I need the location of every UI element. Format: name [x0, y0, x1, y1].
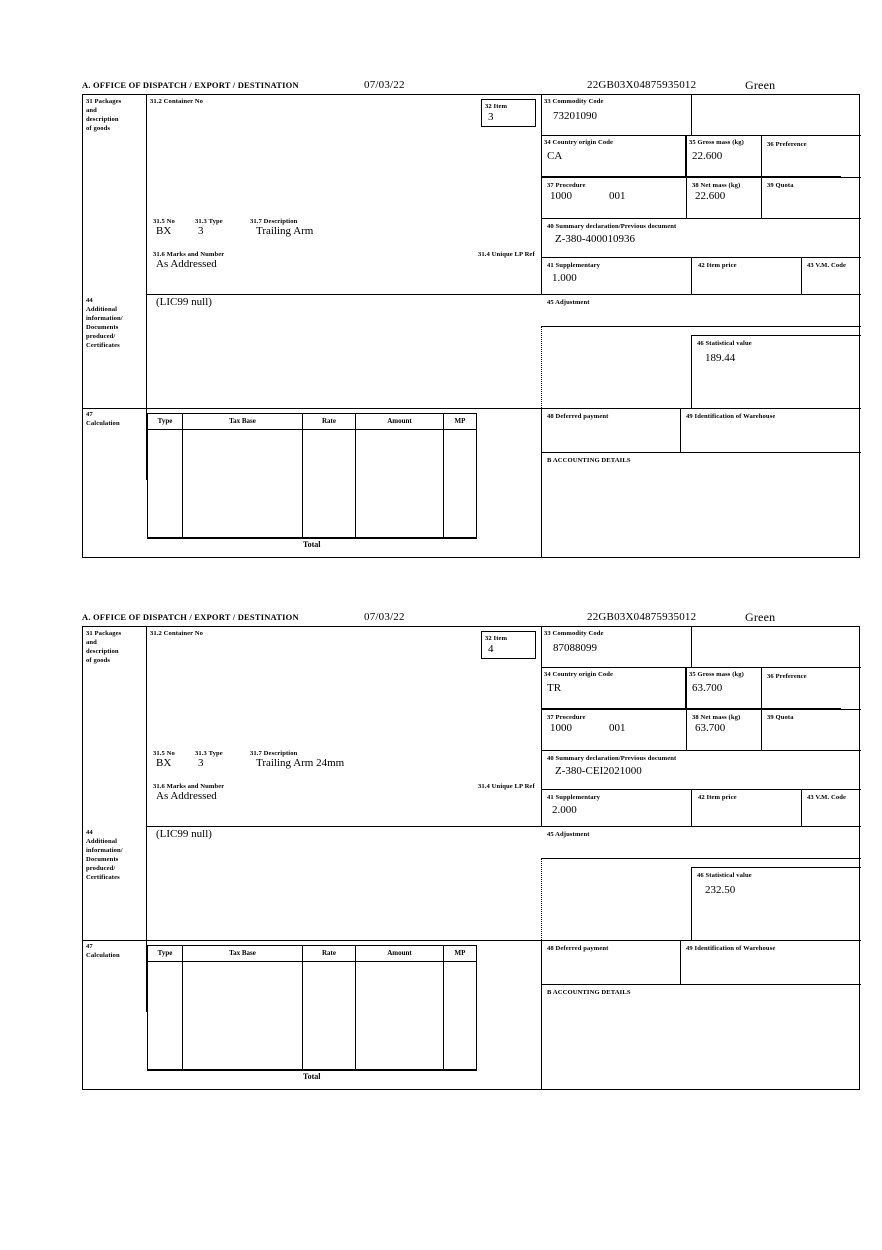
declaration-date: 07/03/22 — [364, 79, 405, 91]
package-type-label: 31.3 Type — [195, 218, 223, 225]
quota-label-2: 39 Quota — [767, 714, 794, 721]
packages-label-line1-2: 31 Packages — [86, 630, 122, 637]
calc-col-mp-2 — [444, 945, 477, 1070]
statistical-value-label-2: 46 Statistical value — [697, 872, 752, 879]
packages-label-line1: 31 Packages — [86, 98, 122, 105]
summary-declaration-label: 40 Summary declaration/Previous document — [547, 223, 677, 230]
summary-declaration-value: Z-380-400010936 — [555, 233, 636, 245]
calc-mp-header-2: MP — [454, 949, 466, 957]
calc-col-rate — [303, 413, 356, 538]
preference-label: 36 Preference — [767, 141, 807, 148]
divider-gross-preference-2 — [761, 668, 762, 709]
divider-below-adjustment-2 — [541, 858, 861, 859]
additional-info-value: (LIC99 null) — [156, 296, 212, 308]
divider-gross-preference — [761, 136, 762, 177]
packages-label-cell — [83, 95, 146, 294]
divider-48-49-2 — [680, 940, 681, 984]
divider-procedure-net — [686, 177, 687, 218]
commodity-code-label-2: 33 Commodity Code — [544, 630, 604, 637]
marks-number-label-2: 31.6 Marks and Number — [153, 783, 225, 790]
mrn-number: 22GB03X04875935012 — [587, 79, 697, 91]
packages-label-line3: description — [86, 116, 119, 123]
supplementary-value-2: 2.000 — [552, 804, 577, 816]
divider-below-procedure — [541, 218, 861, 219]
supplementary-label-2: 41 Supplementary — [547, 794, 601, 801]
package-type-value-2: 3 — [198, 757, 204, 769]
vm-code-label-2: 43 V.M. Code — [807, 794, 847, 801]
divider-stat-top-2 — [691, 867, 861, 868]
additional-info-label-cell-2 — [83, 826, 146, 940]
calc-bottom-rule — [147, 538, 477, 539]
commodity-code-value: 73201090 — [553, 110, 597, 122]
additional-info-label-cell — [83, 294, 146, 408]
packages-label-line4: of goods — [86, 125, 111, 132]
office-of-dispatch-label: A. OFFICE OF DISPATCH / EXPORT / DESTINATION — [82, 80, 299, 90]
calc-col-taxbase — [183, 413, 303, 538]
calc-col-type — [147, 413, 183, 538]
packages-label-line2-2: and — [86, 639, 97, 646]
additional-label-line2-2: Additional — [86, 838, 118, 845]
procedure-value-2: 001 — [609, 190, 626, 202]
divider-below-procedure-2 — [541, 750, 861, 751]
item-number-value: 3 — [488, 111, 494, 123]
container-no-label-2: 31.2 Container No — [150, 630, 204, 637]
net-mass-value-2: 63.700 — [695, 722, 726, 734]
divider-below-48 — [541, 452, 861, 453]
unique-lp-ref-label: 31.4 Unique LP Ref — [478, 251, 535, 258]
package-no-value: BX — [156, 225, 172, 237]
statistical-value-value-2: 232.50 — [705, 884, 736, 896]
divider-below-packages — [146, 294, 861, 295]
marks-number-label: 31.6 Marks and Number — [153, 251, 225, 258]
additional-label-line2: Additional — [86, 306, 118, 313]
calc-col-amount — [356, 413, 444, 538]
country-origin-box-2 — [541, 668, 686, 709]
divider-net-quota — [761, 177, 762, 218]
commodity-code-label: 33 Commodity Code — [544, 98, 604, 105]
dotted-divider-2 — [541, 858, 542, 940]
package-no-label-2: 31.5 No — [153, 750, 175, 757]
preference-label-2: 36 Preference — [767, 673, 807, 680]
packages-label-line4-2: of goods — [86, 657, 111, 664]
statistical-value-label: 46 Statistical value — [697, 340, 752, 347]
divider-48-49 — [680, 408, 681, 452]
divider-below-summary — [541, 257, 861, 258]
office-of-dispatch-label-2: A. OFFICE OF DISPATCH / EXPORT / DESTINATION — [82, 612, 299, 622]
deferred-payment-label: 48 Deferred payment — [547, 413, 609, 420]
package-description-label: 31.7 Description — [250, 218, 298, 225]
additional-label-line1-2: 44 — [86, 829, 93, 836]
identification-warehouse-label-2: 49 Identification of Warehouse — [686, 945, 776, 952]
divider-supp-price — [691, 257, 692, 294]
item-price-label-2: 42 Item price — [698, 794, 737, 801]
divider-stat-value — [691, 335, 692, 408]
commodity-code-value-2: 87088099 — [553, 642, 597, 654]
divider-net-quota-2 — [761, 709, 762, 750]
commodity-box-tick — [691, 95, 692, 136]
supplementary-value: 1.000 — [552, 272, 577, 284]
item-number-label-2: 32 Item — [485, 635, 508, 642]
additional-info-value-2: (LIC99 null) — [156, 828, 212, 840]
package-description-label-2: 31.7 Description — [250, 750, 298, 757]
dotted-divider — [541, 326, 542, 408]
procedure-value-1-2: 1000 — [550, 722, 572, 734]
country-origin-label: 34 Country origin Code — [544, 139, 614, 146]
calc-col-mp — [444, 413, 477, 538]
divider-below-adjustment — [541, 326, 861, 327]
gross-mass-value: 22.600 — [692, 150, 723, 162]
packages-label-line3-2: description — [86, 648, 119, 655]
commodity-code-box — [541, 95, 861, 136]
form-frame-2 — [82, 626, 860, 1090]
country-origin-box — [541, 136, 686, 177]
item-number-value-2: 4 — [488, 643, 494, 655]
divider-procedure-net-2 — [686, 709, 687, 750]
divider-origin-gross — [686, 136, 687, 177]
mrn-number-2: 22GB03X04875935012 — [587, 611, 697, 623]
calc-col-amount-2 — [356, 945, 444, 1070]
divider-below-48-2 — [541, 984, 861, 985]
marks-number-value-2: As Addressed — [156, 790, 217, 802]
calc-mp-header: MP — [454, 417, 466, 425]
divider-price-vm-2 — [801, 789, 802, 826]
divider-supp-price-2 — [691, 789, 692, 826]
lane-status-2: Green — [745, 610, 776, 624]
calc-type-header-2: Type — [157, 949, 173, 957]
commodity-box-tick-2 — [691, 627, 692, 668]
divider-above-calculation — [83, 408, 861, 409]
package-description-value: Trailing Arm — [256, 225, 314, 237]
unique-lp-ref-label-2: 31.4 Unique LP Ref — [478, 783, 535, 790]
customs-declaration-form-1 — [82, 78, 860, 549]
divider-calc-right-2 — [541, 940, 542, 1090]
calculation-label-cell-2 — [83, 940, 146, 1090]
divider-below-summary-2 — [541, 789, 861, 790]
form-header — [82, 78, 860, 94]
additional-label-line1: 44 — [86, 297, 93, 304]
net-mass-value: 22.600 — [695, 190, 726, 202]
additional-label-line3: information/ — [86, 315, 123, 322]
marks-number-value: As Addressed — [156, 258, 217, 270]
calc-type-header: Type — [157, 417, 173, 425]
procedure-value-1: 1000 — [550, 190, 572, 202]
calc-col-type-2 — [147, 945, 183, 1070]
divider-origin-gross-2 — [686, 668, 687, 709]
divider-calc-right — [541, 408, 542, 558]
preference-spacer — [841, 136, 861, 177]
calc-total-label-2: Total — [303, 1072, 321, 1081]
packages-label-line2: and — [86, 107, 97, 114]
additional-label-line4-2: Documents — [86, 856, 119, 863]
item-number-label: 32 Item — [485, 103, 508, 110]
gross-mass-label: 35 Gross mass (kg) — [689, 139, 744, 146]
package-type-label-2: 31.3 Type — [195, 750, 223, 757]
additional-label-line5-2: produced/ — [86, 865, 116, 872]
deferred-payment-label-2: 48 Deferred payment — [547, 945, 609, 952]
country-origin-value-2: TR — [547, 682, 562, 694]
accounting-details-label-2: B ACCOUNTING DETAILS — [547, 989, 631, 996]
packages-label-cell-2 — [83, 627, 146, 826]
calculation-label-line2-2: Calculation — [86, 952, 120, 959]
identification-warehouse-label: 49 Identification of Warehouse — [686, 413, 776, 420]
adjustment-label-2: 45 Adjustment — [547, 831, 590, 838]
declaration-date-2: 07/03/22 — [364, 611, 405, 623]
summary-declaration-label-2: 40 Summary declaration/Previous document — [547, 755, 677, 762]
package-type-value: 3 — [198, 225, 204, 237]
calc-col-rate-2 — [303, 945, 356, 1070]
calc-rate-header-2: Rate — [322, 949, 336, 957]
form-frame — [82, 94, 860, 558]
additional-label-line5: produced/ — [86, 333, 116, 340]
additional-label-line6: Certificates — [86, 342, 120, 349]
procedure-label-2: 37 Procedure — [547, 714, 586, 721]
form-header-2 — [82, 610, 860, 626]
commodity-code-box-2 — [541, 627, 861, 668]
statistical-value-value: 189.44 — [705, 352, 736, 364]
item-number-box — [481, 99, 536, 127]
calculation-label-line1-2: 47 — [86, 943, 93, 950]
lane-status: Green — [745, 78, 776, 92]
additional-label-line4: Documents — [86, 324, 119, 331]
net-mass-label-2: 38 Net mass (kg) — [692, 714, 741, 721]
summary-declaration-value-2: Z-380-CEI2021000 — [555, 765, 642, 777]
calc-amount-header-2: Amount — [387, 949, 412, 957]
calc-total-label: Total — [303, 540, 321, 549]
divider-below-origin — [541, 177, 861, 178]
calculation-label-line2: Calculation — [86, 420, 120, 427]
calculation-label-cell — [83, 408, 146, 558]
gross-mass-label-2: 35 Gross mass (kg) — [689, 671, 744, 678]
gross-mass-value-2: 63.700 — [692, 682, 723, 694]
calc-col-taxbase-2 — [183, 945, 303, 1070]
divider-stat-top — [691, 335, 861, 336]
calculation-label-line1: 47 — [86, 411, 93, 418]
country-origin-value: CA — [547, 150, 563, 162]
package-description-value-2: Trailing Arm 24mm — [256, 757, 345, 769]
additional-label-line3-2: information/ — [86, 847, 123, 854]
procedure-value-2-2: 001 — [609, 722, 626, 734]
procedure-label: 37 Procedure — [547, 182, 586, 189]
accounting-details-label: B ACCOUNTING DETAILS — [547, 457, 631, 464]
item-price-label: 42 Item price — [698, 262, 737, 269]
calc-taxbase-header-2: Tax Base — [229, 949, 256, 957]
calc-bottom-rule-2 — [147, 1070, 477, 1071]
divider-below-origin-2 — [541, 709, 861, 710]
package-no-label: 31.5 No — [153, 218, 175, 225]
divider-stat-value-2 — [691, 867, 692, 940]
calc-amount-header: Amount — [387, 417, 412, 425]
calc-taxbase-header: Tax Base — [229, 417, 256, 425]
quota-label: 39 Quota — [767, 182, 794, 189]
divider-below-packages-2 — [146, 826, 861, 827]
divider-price-vm — [801, 257, 802, 294]
divider-above-calculation-2 — [83, 940, 861, 941]
calc-rate-header: Rate — [322, 417, 336, 425]
net-mass-label: 38 Net mass (kg) — [692, 182, 741, 189]
container-no-label: 31.2 Container No — [150, 98, 204, 105]
vm-code-label: 43 V.M. Code — [807, 262, 847, 269]
package-no-value-2: BX — [156, 757, 172, 769]
customs-declaration-form-2 — [82, 610, 860, 1081]
item-number-box-2 — [481, 631, 536, 659]
country-origin-label-2: 34 Country origin Code — [544, 671, 614, 678]
adjustment-label: 45 Adjustment — [547, 299, 590, 306]
supplementary-label: 41 Supplementary — [547, 262, 601, 269]
additional-label-line6-2: Certificates — [86, 874, 120, 881]
